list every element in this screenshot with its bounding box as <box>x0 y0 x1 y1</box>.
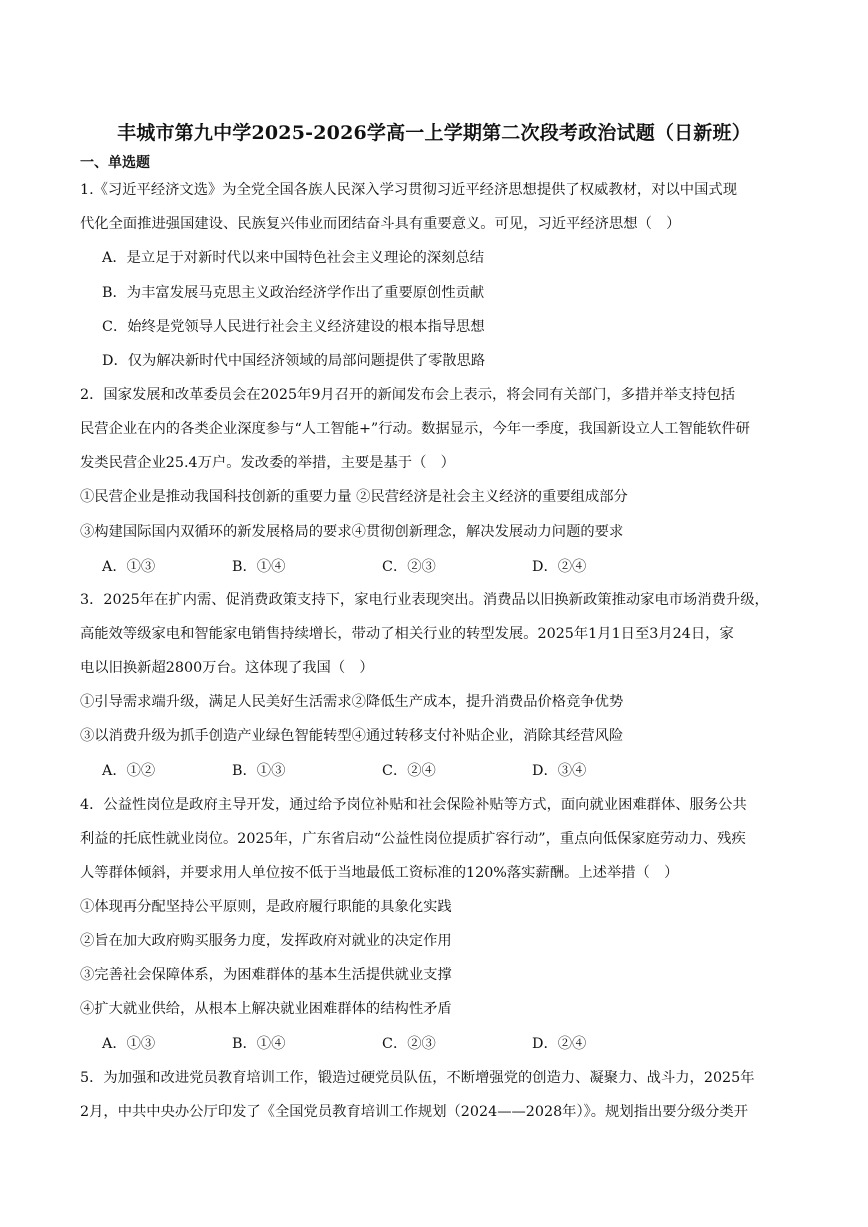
q4-choice-d: D．②④ <box>532 1036 587 1052</box>
q3-choice-a: A．①② <box>102 763 156 779</box>
q4-statement-4: ④扩大就业供给，从根本上解决就业困难群体的结构性矛盾 <box>80 1001 452 1017</box>
q1-option-c: C．始终是党领导人民进行社会主义经济建设的根本指导思想 <box>102 319 485 335</box>
q4-choice-c: C．②③ <box>382 1036 436 1052</box>
q2-choice-d: D．②④ <box>532 559 587 575</box>
q4-stem-line-2: 利益的托底性就业岗位。2025年，广东省启动“公益性岗位提质扩容行动”，重点向低保家庭劳动力、残疾 <box>80 831 746 847</box>
q1-stem-line-2: 代化全面推进强国建设、民族复兴伟业而团结奋斗具有重要意义。可见，习近平经济思想（ ） <box>80 216 681 232</box>
q1-stem-line-1: 1.《习近平经济文选》为全党全国各族人民深入学习贯彻习近平经济思想提供了权威教材，对以中国式现 <box>80 182 737 198</box>
q3-statement-line-2: ③以消费升级为抓手创造产业绿色智能转型④通过转移支付补贴企业，消除其经营风险 <box>80 728 624 744</box>
q3-choice-c: C．②④ <box>382 763 436 779</box>
q3-stem-line-2: 高能效等级家电和智能家电销售持续增长，带动了相关行业的转型发展。2025年1月1日至3月24日，家 <box>80 626 734 642</box>
section-heading: 一、单选题 <box>80 155 150 171</box>
q3-stem-line-1: 3．2025年在扩内需、促消费政策支持下，家电行业表现突出。消费品以旧换新政策推动家电市场消费升级， <box>80 592 769 608</box>
q2-choice-c: C．②③ <box>382 559 436 575</box>
q4-statement-2: ②旨在加大政府购买服务力度，发挥政府对就业的决定作用 <box>80 933 452 949</box>
exam-title: 丰城市第九中学2025-2026学高一上学期第二次段考政治试题（日新班） <box>117 122 751 144</box>
q4-choice-b: B．①④ <box>232 1036 286 1052</box>
q1-option-d: D．仅为解决新时代中国经济领域的局部问题提供了零散思路 <box>102 353 486 369</box>
q4-stem-line-1: 4．公益性岗位是政府主导开发，通过给予岗位补贴和社会保险补贴等方式，面向就业困难群体、服务公共 <box>80 797 747 813</box>
q4-statement-3: ③完善社会保障体系，为困难群体的基本生活提供就业支撑 <box>80 967 452 983</box>
q3-stem-line-3: 电以旧换新超2800万台。这体现了我国（ ） <box>80 660 374 676</box>
q2-choices <box>102 556 702 576</box>
q3-statement-line-1: ①引导需求端升级，满足人民美好生活需求②降低生产成本，提升消费品价格竞争优势 <box>80 694 624 710</box>
q2-statement-line-1: ①民营企业是推动我国科技创新的重要力量 ②民营经济是社会主义经济的重要组成部分 <box>80 489 628 505</box>
q4-statement-1: ①体现再分配坚持公平原则，是政府履行职能的具象化实践 <box>80 899 452 915</box>
q2-stem-line-1: 2．国家发展和改革委员会在2025年9月召开的新闻发布会上表示，将会同有关部门，多措并举支持包括 <box>80 387 736 403</box>
q4-stem-line-3: 人等群体倾斜，并要求用人单位按不低于当地最低工资标准的120%落实薪酬。上述举措（ ） <box>80 865 679 881</box>
q5-stem-line-2: 2月，中共中央办公厅印发了《全国党员教育培训工作规划（2024——2028年）》。规划指出要分级分类开 <box>80 1104 749 1120</box>
q2-stem-line-3: 发类民营企业25.4万户。发改委的举措，主要是基于（ ） <box>80 455 455 471</box>
q1-option-a: A．是立足于对新时代以来中国特色社会主义理论的深刻总结 <box>102 250 485 266</box>
q2-choice-a: A．①③ <box>102 559 156 575</box>
q5-stem-line-1: 5．为加强和改进党员教育培训工作，锻造过硬党员队伍，不断增强党的创造力、凝聚力、战斗力，2025年 <box>80 1070 755 1086</box>
q4-choices <box>102 1033 702 1053</box>
q2-statement-line-2: ③构建国际国内双循环的新发展格局的要求④贯彻创新理念，解决发展动力问题的要求 <box>80 524 624 540</box>
q2-stem-line-2: 民营企业在内的各类企业深度参与“人工智能+”行动。数据显示，今年一季度，我国新设立人工智能软件研 <box>80 421 750 437</box>
q4-choice-a: A．①③ <box>102 1036 156 1052</box>
q1-option-b: B．为丰富发展马克思主义政治经济学作出了重要原创性贡献 <box>102 285 485 301</box>
q3-choice-b: B．①③ <box>232 763 286 779</box>
q2-choice-b: B．①④ <box>232 559 286 575</box>
q3-choices <box>102 760 702 780</box>
q3-choice-d: D．③④ <box>532 763 587 779</box>
